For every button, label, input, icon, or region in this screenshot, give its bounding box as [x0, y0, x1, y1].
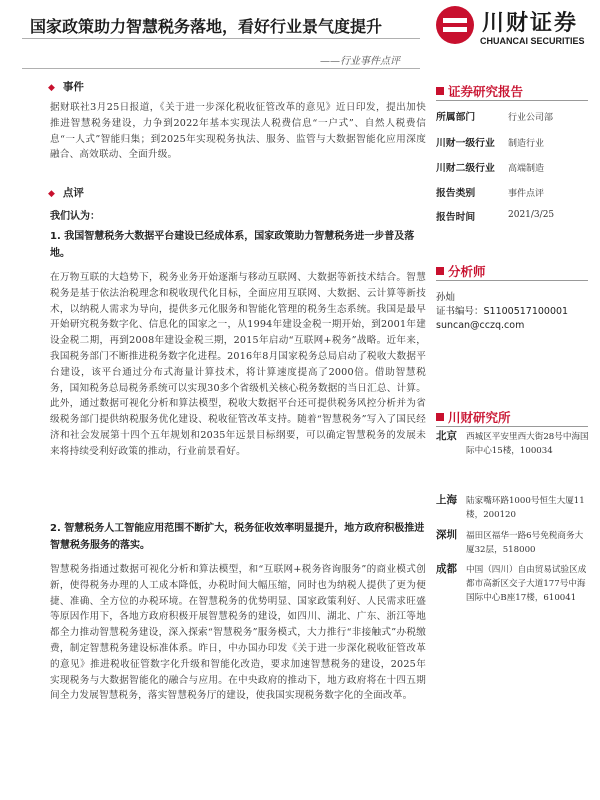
info-key: 所属部门 — [436, 112, 476, 123]
point1-paragraph: 在万物互联的大趋势下，税务业务开始逐渐与移动互联网、大数据等新技术结合。智慧税务是基于依法治税理念和税收现代化目标，全面应用互联网、大数据、云计算等新技术，以纳税人需求为导向，提供多元化服务和智能化管理的税务生态系统。我国是最早开始研究税务数字化、信息化的国家之一，从1994年建设金税一期开始，到2001年建设金税二期，再到2008年建设金税三期，2015年启动“互联网+税务”战略。近年来，我国税务部门不断推进税务数字化进程。2016年8月国家税务总局启动了税收大数据平台建设，该平台通过分布式海量计算技术，将计算速度提高了2000倍。借助智慧税务，国知税务总局税务系统可以实现30多个省级机关核心税务数据的当日汇总、计算。此外，通过数据可视化分析和算法模型，税收大数据平台还可提供税务风控分析并为省级税务部门提供纳税服务优化建设、税收征管改革支持。随着“智慧税务”写入了国民经济和社会发展第十四个五年规划和2035年远景目标纲要，可以确定智慧税务的发展未来将持续受利好政策的推动，行业前景看好。 — [50, 272, 426, 457]
info-key: 报告类别 — [436, 188, 476, 199]
square-bullet-icon — [436, 413, 444, 421]
diamond-bullet-icon: ◆ — [48, 189, 55, 199]
office-city: 深圳 — [436, 529, 457, 541]
square-bullet-icon — [436, 267, 444, 275]
analyst-heading-text: 分析师 — [448, 264, 486, 279]
office-address: 西城区平安里西大街28号中海国际中心15楼，100034 — [466, 432, 589, 456]
analyst-name: 孙灿 — [436, 292, 456, 303]
info-key: 报告时间 — [436, 212, 476, 223]
office-city: 成都 — [436, 563, 457, 575]
point2-title: 2. 智慧税务人工智能应用范围不断扩大，税务征收效率明显提升，地方政府积极推进智慧税务服务的落实。 — [50, 523, 425, 551]
analyst-heading — [436, 262, 486, 280]
diamond-bullet-icon: ◆ — [48, 83, 55, 93]
sidebar-divider — [436, 100, 588, 101]
research-heading-text: 川财研究所 — [448, 410, 511, 425]
info-value: 制造行业 — [508, 139, 545, 149]
report-info-heading — [436, 82, 523, 100]
logo-name-en: CHUANCAI SECURITIES — [480, 36, 585, 46]
event-paragraph: 据财联社3月25日报道，《关于进一步深化税收征管改革的意见》近日印发，提出加快推进智慧税务建设，力争到2022年基本实现法人税费信息“一户式”、自然人税费信息“一人式”智能归集；到2025年实现税务执法、服务、监管与大数据智能化应用深度融合、高效联动、全面升级。 — [50, 102, 426, 161]
report-info-heading-text: 证券研究报告 — [448, 84, 524, 99]
report-subtitle: ——行业事件点评 — [320, 56, 400, 67]
info-value: 行业公司部 — [508, 113, 554, 123]
info-value: 2021/3/25 — [508, 210, 555, 220]
square-bullet-icon — [436, 87, 444, 95]
office-city: 北京 — [436, 430, 457, 442]
analyst-email[interactable]: suncan@cczq.com — [436, 320, 525, 331]
comment-heading-text: 点评 — [62, 187, 84, 199]
research-heading — [436, 408, 511, 426]
header-divider-bottom — [22, 68, 420, 69]
office-address: 福田区福华一路6号免税商务大厦32层，518000 — [466, 531, 584, 555]
event-heading — [48, 79, 84, 94]
point1-title: 1. 我国智慧税务大数据平台建设已经成体系，国家政策助力智慧税务进一步普及落地。 — [50, 231, 415, 259]
analyst-cert: 证书编号：S1100517100001 — [436, 306, 569, 317]
comment-intro: 我们认为： — [50, 211, 100, 222]
info-value: 高端制造 — [508, 164, 545, 174]
info-key: 川财二级行业 — [436, 163, 495, 174]
logo-mark-icon — [436, 6, 474, 44]
company-logo — [436, 4, 586, 50]
event-heading-text: 事件 — [62, 81, 84, 93]
comment-heading — [48, 185, 84, 200]
office-address: 陆家嘴环路1000号恒生大厦11楼，200120 — [466, 496, 585, 520]
info-value: 事件点评 — [508, 189, 545, 199]
logo-name-cn: 川财证券 — [482, 11, 579, 36]
sidebar-divider — [436, 426, 588, 427]
sidebar-divider — [436, 280, 588, 281]
info-key: 川财一级行业 — [436, 138, 495, 149]
report-title: 国家政策助力智慧税务落地，看好行业景气度提升 — [30, 17, 383, 36]
point2-paragraph: 智慧税务指通过数据可视化分析和算法模型，和“互联网+税务咨询服务”的商业模式创新，使得税务办理的人工成本降低，办税时间大幅压缩，同时也为纳税人提供了更为便捷、准确、全方位的办税环境。在智慧税务的优势明显、国家政策利好、人民需求旺盛等原因作用下，各地方政府积极开展智慧税务的建设，如四川、湖北、广东、浙江等地都全力推动智慧税务建设，深入探索“智慧税务”服务模式，大力推行“非接触式”办税缴费，制定智慧税务建设标准体系。昨日，中办国办印发《关于进一步深化税收征管改革的意见》推进税收征管数字化升级和智能化改造，要求加速智慧税务的建设，2025年实现税务与大数据智能化的融合与应用。在中央政府的推动下，地方政府将在十四五期间全力发展智慧税务，落实智慧税务厅的建设，使我国实现税务数字化的全面改革。 — [50, 564, 426, 702]
header-divider — [22, 38, 420, 39]
office-address: 中国（四川）自由贸易试验区成都市高新区交子大道177号中海国际中心B座17楼，610041 — [466, 565, 587, 603]
office-city: 上海 — [436, 494, 457, 506]
